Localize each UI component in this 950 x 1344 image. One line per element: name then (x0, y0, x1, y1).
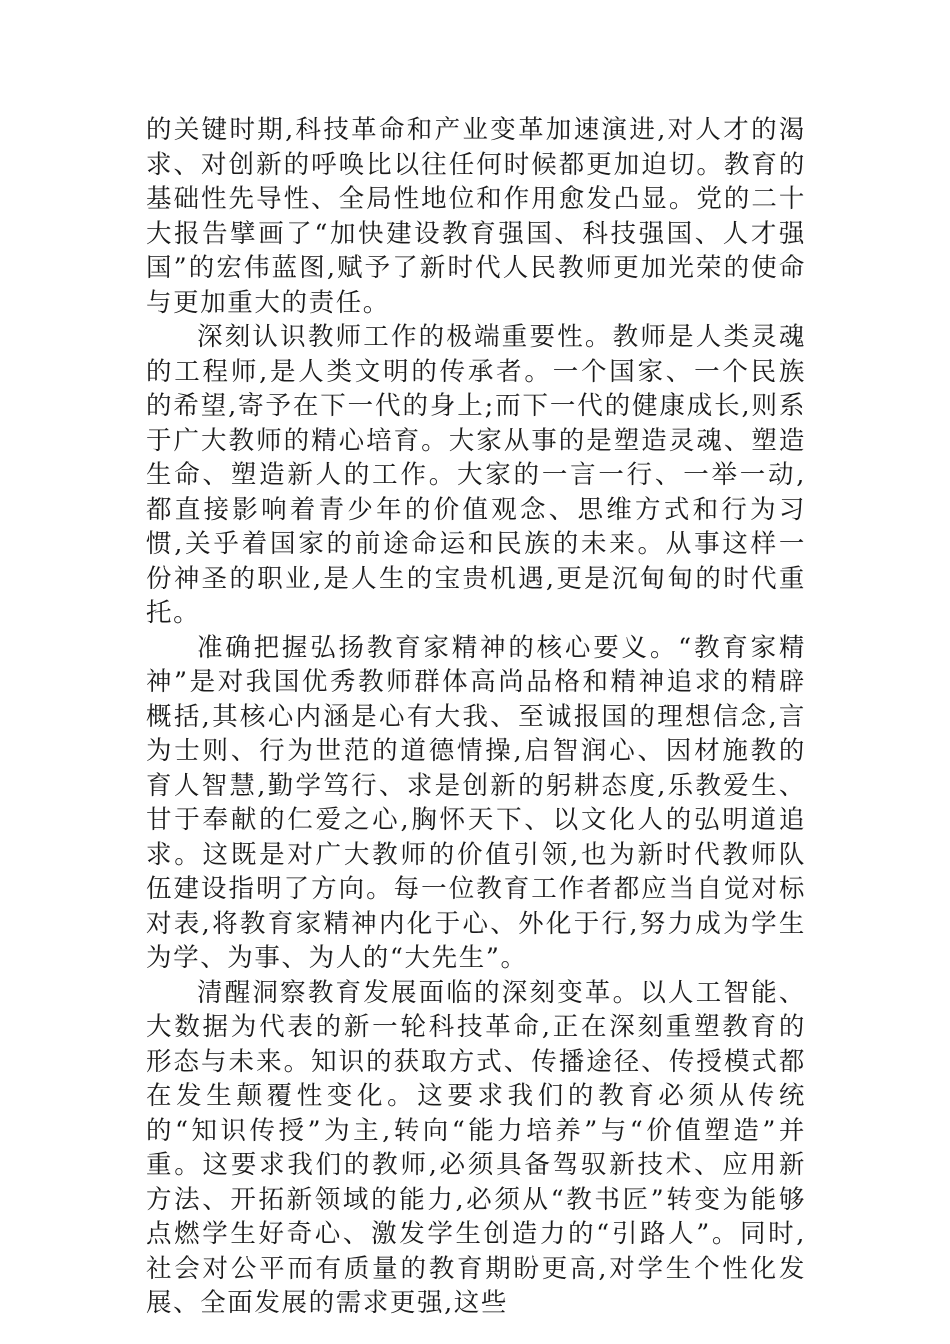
paragraph-education-change: 清醒洞察教育发展面临的深刻变革。以人工智能、大数据为代表的新一轮科技革命,正在深刻重塑教育的形态与未来。知识的获取方式、传播途径、传授模式都在发生颠覆性变化。这要求我们的教育必须从传统的“知识传授”为主,转向“能力培养”与“价值塑造”并重。这要求我们的教师,必须具备驾驭新技术、应用新方法、开拓新领域的能力,必须从“教书匠”转变为能够点燃学生好奇心、激发学生创造力的“引路人”。同时,社会对公平而有质量的教育期盼更高,对学生个性化发展、全面发展的需求更强,这些 (146, 977, 806, 1318)
paragraph-teacher-importance: 深刻认识教师工作的极端重要性。教师是人类灵魂的工程师,是人类文明的传承者。一个国家、一个民族的希望,寄予在下一代的身上;而下一代的健康成长,则系于广大教师的精心培育。大家从事的是塑造灵魂、塑造生命、塑造新人的工作。大家的一言一行、一举一动,都直接影响着青少年的价值观念、思维方式和行为习惯,关乎着国家的前途命运和民族的未来。从事这样一份神圣的职业,是人生的宝贵机遇,更是沉甸甸的时代重托。 (146, 322, 806, 628)
paragraph-educator-spirit: 准确把握弘扬教育家精神的核心要义。“教育家精神”是对我国优秀教师群体高尚品格和精神追求的精辟概括,其核心内涵是心有大我、至诚报国的理想信念,言为士则、行为世范的道德情操,启智润心、因材施教的育人智慧,勤学笃行、求是创新的躬耕态度,乐教爱生、甘于奉献的仁爱之心,胸怀天下、以文化人的弘明道追求。这既是对广大教师的价值引领,也为新时代教师队伍建设指明了方向。每一位教育工作者都应当自觉对标对表,将教育家精神内化于心、外化于行,努力成为学生为学、为事、为人的“大先生”。 (146, 632, 806, 973)
document-body (146, 113, 806, 1321)
paragraph-continuation: 的关键时期,科技革命和产业变革加速演进,对人才的渴求、对创新的呼唤比以往任何时候都更加迫切。教育的基础性先导性、全局性地位和作用愈发凸显。党的二十大报告擘画了“加快建设教育强国、科技强国、人才强国”的宏伟蓝图,赋予了新时代人民教师更加光荣的使命与更加重大的责任。 (146, 115, 806, 318)
